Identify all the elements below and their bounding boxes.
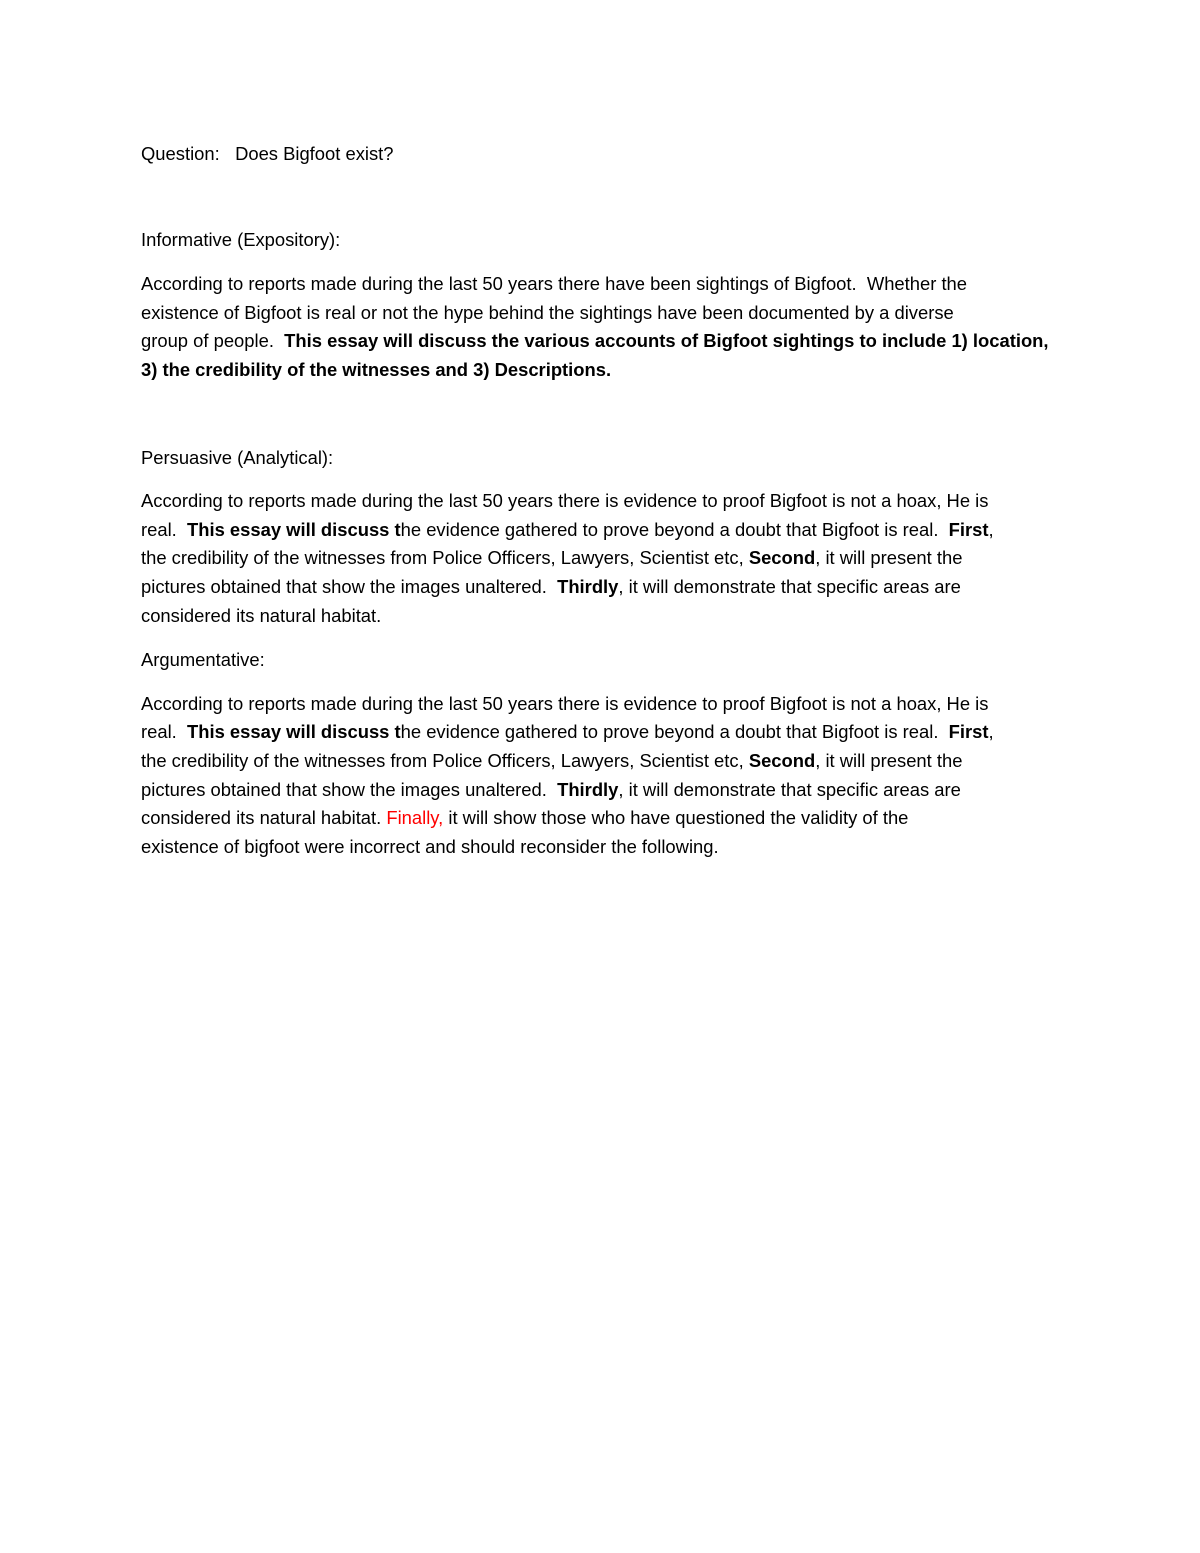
text-run: Second bbox=[748, 749, 816, 771]
section-heading-argumentative: Argumentative: bbox=[141, 649, 265, 671]
text-run: existence of Bigfoot is real or not the hype behind the sightings have been documented by a diverse bbox=[141, 301, 954, 323]
paragraph-persuasive bbox=[141, 487, 1066, 630]
text-run: pictures obtained that show the images unaltered. bbox=[141, 778, 558, 800]
text-run: According to reports made during the last 50 years there is evidence to proof Bigfoot is not a hoax, He is bbox=[141, 692, 989, 714]
text-run: the credibility of the witnesses from Police Officers, Lawyers, Scientist etc, bbox=[141, 749, 749, 771]
paragraph-line bbox=[141, 804, 1066, 833]
text-run: he evidence gathered to prove beyond a doubt that Bigfoot is real. bbox=[400, 518, 949, 540]
paragraph-line bbox=[141, 833, 1066, 862]
section-heading-informative: Informative (Expository): bbox=[141, 228, 341, 250]
section-heading-persuasive: Persuasive (Analytical): bbox=[141, 446, 334, 468]
text-run: considered its natural habitat. bbox=[141, 807, 387, 829]
text-run: real. bbox=[141, 721, 187, 743]
paragraph-line bbox=[141, 327, 1066, 356]
paragraph-line bbox=[141, 487, 1066, 516]
paragraph-line bbox=[141, 516, 1066, 545]
text-run: Second bbox=[748, 547, 816, 569]
text-run: considered its natural habitat. bbox=[141, 604, 382, 626]
paragraph-informative bbox=[141, 270, 1066, 384]
paragraph-line bbox=[141, 270, 1066, 299]
document-body bbox=[141, 140, 1066, 861]
text-run: pictures obtained that show the images unaltered. bbox=[141, 575, 558, 597]
paragraph-line bbox=[141, 747, 1066, 776]
text-run: he evidence gathered to prove beyond a doubt that Bigfoot is real. bbox=[400, 721, 949, 743]
paragraph-argumentative bbox=[141, 690, 1066, 862]
text-run: it will show those who have questioned the validity of the bbox=[443, 807, 909, 829]
text-run: real. bbox=[141, 518, 187, 540]
text-run: existence of bigfoot were incorrect and should reconsider the following. bbox=[141, 835, 719, 857]
text-run: , it will present the bbox=[815, 547, 963, 569]
paragraph-line bbox=[141, 299, 1066, 328]
question-line bbox=[141, 140, 1066, 169]
paragraph-line bbox=[141, 356, 1066, 385]
paragraph-line bbox=[141, 718, 1066, 747]
paragraph-line bbox=[141, 544, 1066, 573]
text-run: , bbox=[988, 518, 994, 540]
text-run: , it will demonstrate that specific areas are bbox=[618, 575, 961, 597]
text-run: Thirdly bbox=[557, 575, 619, 597]
text-run: This essay will discuss t bbox=[187, 721, 401, 743]
question-label: Question: bbox=[141, 143, 220, 164]
finally-highlight: Finally, bbox=[386, 807, 444, 829]
text-run: This essay will discuss t bbox=[187, 518, 401, 540]
text-run: , it will demonstrate that specific areas are bbox=[618, 778, 961, 800]
question-text: Does Bigfoot exist? bbox=[235, 143, 394, 164]
thesis-text: This essay will discuss the various accounts of Bigfoot sightings to include 1) location, bbox=[284, 330, 1049, 352]
paragraph-line bbox=[141, 602, 1066, 631]
text-run: According to reports made during the last 50 years there is evidence to proof Bigfoot is not a hoax, He is bbox=[141, 490, 989, 512]
text-run: First bbox=[948, 518, 989, 540]
paragraph-line bbox=[141, 573, 1066, 602]
paragraph-line bbox=[141, 690, 1066, 719]
text-run: According to reports made during the last 50 years there have been sightings of Bigfoot. Whether the bbox=[141, 273, 968, 295]
text-run: the credibility of the witnesses from Police Officers, Lawyers, Scientist etc, bbox=[141, 547, 749, 569]
text-run: , bbox=[988, 721, 994, 743]
text-run: group of people. bbox=[141, 330, 285, 352]
thesis-text: 3) the credibility of the witnesses and 3) Descriptions. bbox=[141, 358, 612, 380]
text-run: Thirdly bbox=[557, 778, 619, 800]
text-run: , it will present the bbox=[815, 749, 963, 771]
text-run: First bbox=[948, 721, 989, 743]
paragraph-line bbox=[141, 776, 1066, 805]
